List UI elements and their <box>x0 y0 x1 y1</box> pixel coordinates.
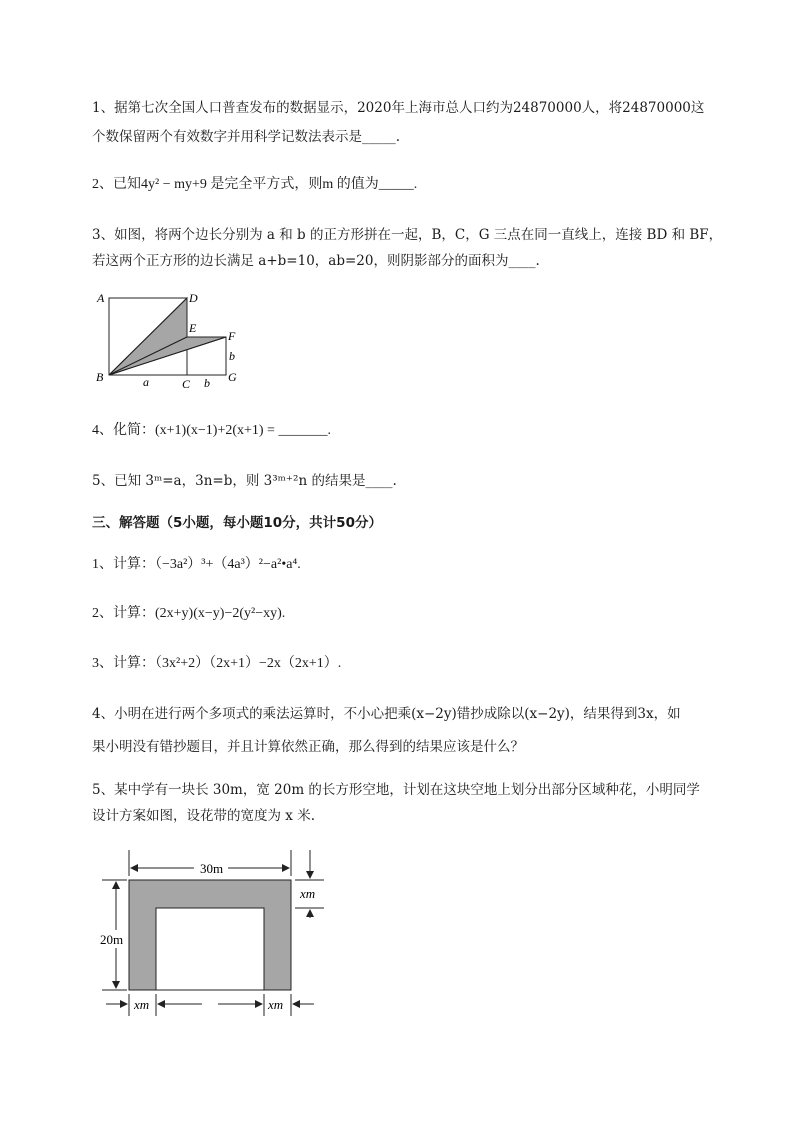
s1-text: 1、计算：（−3a²）³+（4a³）²−a²•a⁴. <box>92 557 301 572</box>
label-b-point: B <box>96 370 104 384</box>
label-20m: 20m <box>100 932 124 947</box>
s4-line2: 果小明没有错抄题目，并且计算依然正确，那么得到的结果应该是什么？ <box>92 739 524 755</box>
label-xm-bottom-right: xm <box>268 997 284 1012</box>
q3-figure <box>92 288 252 392</box>
s4-line1: 4、小明在进行两个多项式的乘法运算时，不小心把乘(x−2y)错抄成除以(x−2y)，结果得到3x，如 <box>92 706 681 722</box>
q5-text: 5、已知 3ᵐ=a，3n=b，则 3³ᵐ⁺²n 的结果是____. <box>92 473 397 489</box>
label-30m: 30m <box>200 861 224 876</box>
flower-band <box>129 880 291 990</box>
label-e-point: E <box>189 321 197 335</box>
q3-line2: 若这两个正方形的边长满足 a+b=10，ab=20，则阴影部分的面积为____. <box>92 253 540 269</box>
s2-text: 2、计算：(2x+y)(x−y)−2(y²−xy). <box>92 606 286 621</box>
s3-text: 3、计算：（3x²+2）（2x+1）−2x（2x+1）. <box>92 656 342 671</box>
label-b-length-bottom: b <box>204 376 210 390</box>
q4-text: 4、化简：(x+1)(x−1)+2(x+1) = _______. <box>92 423 331 438</box>
label-c-point: C <box>182 377 191 391</box>
s5-line1: 5、某中学有一块长 30m，宽 20m 的长方形空地，计划在这块空地上划分出部分区域种花，小明同学 <box>92 782 700 798</box>
label-b-length-side: b <box>229 349 235 363</box>
label-xm-right: xm <box>300 886 316 901</box>
s5-line2: 设计方案如图，设花带的宽度为 x 米. <box>92 808 315 824</box>
label-a-length: a <box>143 375 149 389</box>
section3-heading: 三、解答题（5小题，每小题10分，共计50分） <box>92 515 382 531</box>
label-f-point: F <box>228 329 236 343</box>
q1-line2: 个数保留两个有效数字并用科学记数法表示是_____. <box>92 129 401 145</box>
s5-figure <box>92 846 332 1022</box>
label-g-point: G <box>228 370 237 384</box>
label-a-point: A <box>97 291 105 305</box>
q3-line1: 3、如图，将两个边长分别为 a 和 b 的正方形拼在一起，B，C，G 三点在同一直线上，连接 BD 和 BF， <box>92 227 723 243</box>
label-d-point: D <box>189 291 198 305</box>
q2-text: 2、已知4y² − my+9 是完全平方式，则m 的值为_____. <box>92 177 418 192</box>
q1-line1: 1、据第七次全国人口普查发布的数据显示，2020年上海市总人口约为24870000人，将24870000这 <box>92 100 705 116</box>
label-xm-bottom-left: xm <box>134 997 150 1012</box>
